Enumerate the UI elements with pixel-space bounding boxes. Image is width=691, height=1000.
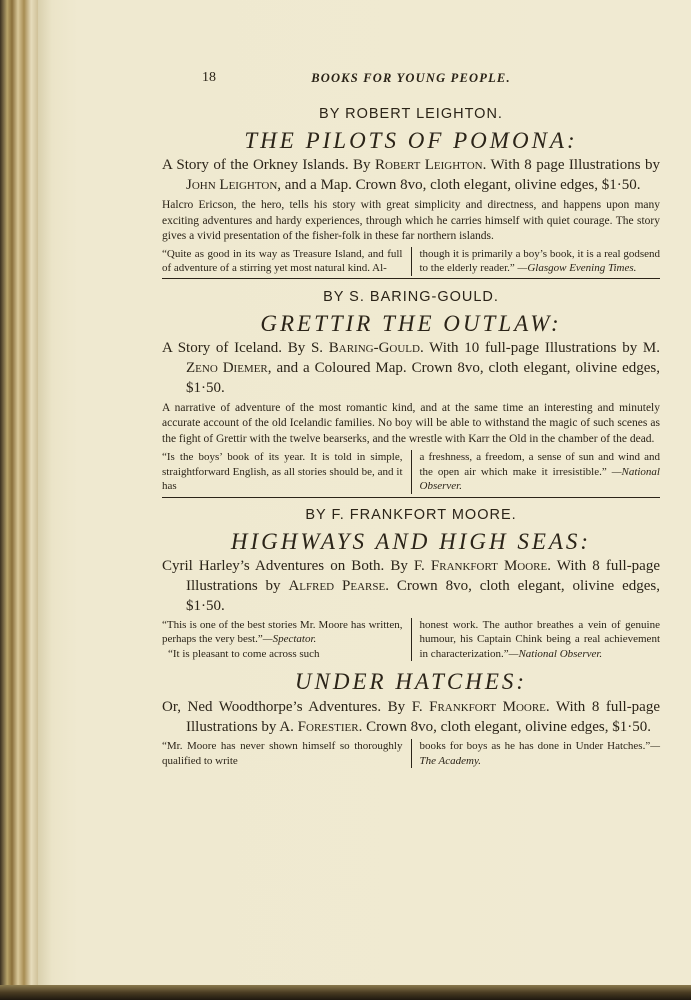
quote-left: “Is the boys’ book of its year. It is told in simple, straightforward English, as all stories should be, and it has (162, 451, 403, 492)
quote-right: books for boys as he has done in Under Hatches.”—The Academy. (411, 739, 661, 768)
book-title: GRETTIR THE OUTLAW: (260, 310, 562, 336)
page-number: 18 (202, 70, 216, 85)
book-entry-grettir (162, 289, 660, 498)
review-quotes (162, 618, 660, 662)
section-divider (162, 497, 660, 498)
section-divider (162, 278, 660, 279)
book-description: Or, Ned Woodthorpe’s Adventures. By F. Frankfort Moore. With 8 full-page Illustrations by A. Forestier. Crown 8vo, cloth elegant, olivine edges, $1·50. (162, 699, 661, 735)
author-heading: BY S. BARING-GOULD. (323, 288, 499, 305)
quote-left: “Mr. Moore has never shown himself so thoroughly qualified to write (162, 740, 403, 767)
book-description: Cyril Harley’s Adventures on Both. By F. Frankfort Moore. With 8 full-page Illustrations by Alfred Pearse. Crown 8vo, cloth elegant, olivine edges, $1·50. (162, 557, 661, 614)
quote-right: a freshness, a freedom, a sense of sun and wind and the open air which make it irresistible.” —National Observer. (411, 450, 661, 494)
page-content (162, 60, 660, 768)
quote-left: “This is one of the best stories Mr. Moore has written, perhaps the very best.”—Spectator. “It is pleasant to come across such (162, 618, 403, 660)
page-header (162, 60, 660, 96)
book-blurb: A narrative of adventure of the most romantic kind, and at the same time an interesting and minutely accurate account of the old Icelandic families. No boy will be able to withstand the magic of such scenes as the fight of Grettir with the twelve bearserks, and the wrestle with Karr the Old in the chamber of the dead. (162, 401, 660, 445)
author-heading: BY ROBERT LEIGHTON. (319, 106, 503, 122)
page-bottom-edge (0, 985, 691, 1000)
review-quotes (162, 739, 660, 768)
quote-left: “Quite as good in its way as Treasure Island, and full of adventure of a stirring yet most natural kind. Al- (162, 247, 403, 274)
book-title: HIGHWAYS AND HIGH SEAS: (230, 528, 592, 554)
quote-right: though it is primarily a boy’s book, it is a real godsend to the elderly reader.” —Glasgow Evening Times. (411, 247, 661, 276)
author-heading: BY F. FRANKFORT MOORE. (305, 506, 517, 523)
review-quotes (162, 450, 660, 494)
book-description: A Story of the Orkney Islands. By Robert Leighton. With 8 page Illustrations by John Leighton, and a Map. Crown 8vo, cloth elegant, olivine edges, $1·50. (162, 157, 660, 193)
quote-right: honest work. The author breathes a vein of genuine humour, his Captain Chink being a real achievement in characterization.”—National Observer. (411, 618, 661, 662)
book-entry-under-hatches (162, 669, 660, 768)
book-blurb: Halcro Ericson, the hero, tells his story with great simplicity and directness, and happens upon many exciting adventures and hardy experiences, through which he carries himself with quiet courage. The story gives a vivid presentation of the fisher-folk in these far northern islands. (162, 199, 660, 242)
book-title: UNDER HATCHES: (294, 669, 528, 694)
running-title: BOOKS FOR YOUNG PEOPLE. (311, 71, 511, 85)
book-binding (0, 0, 40, 1000)
review-quotes (162, 247, 660, 276)
book-entry-pilots (162, 106, 660, 279)
book-description: A Story of Iceland. By S. Baring-Gould. With 10 full-page Illustrations by M. Zeno Diemer, and a Coloured Map. Crown 8vo, cloth elegant, olivine edges, $1·50. (162, 339, 660, 396)
book-page (38, 0, 691, 988)
book-entry-highways (162, 507, 660, 662)
book-title: THE PILOTS OF POMONA: (244, 128, 578, 153)
